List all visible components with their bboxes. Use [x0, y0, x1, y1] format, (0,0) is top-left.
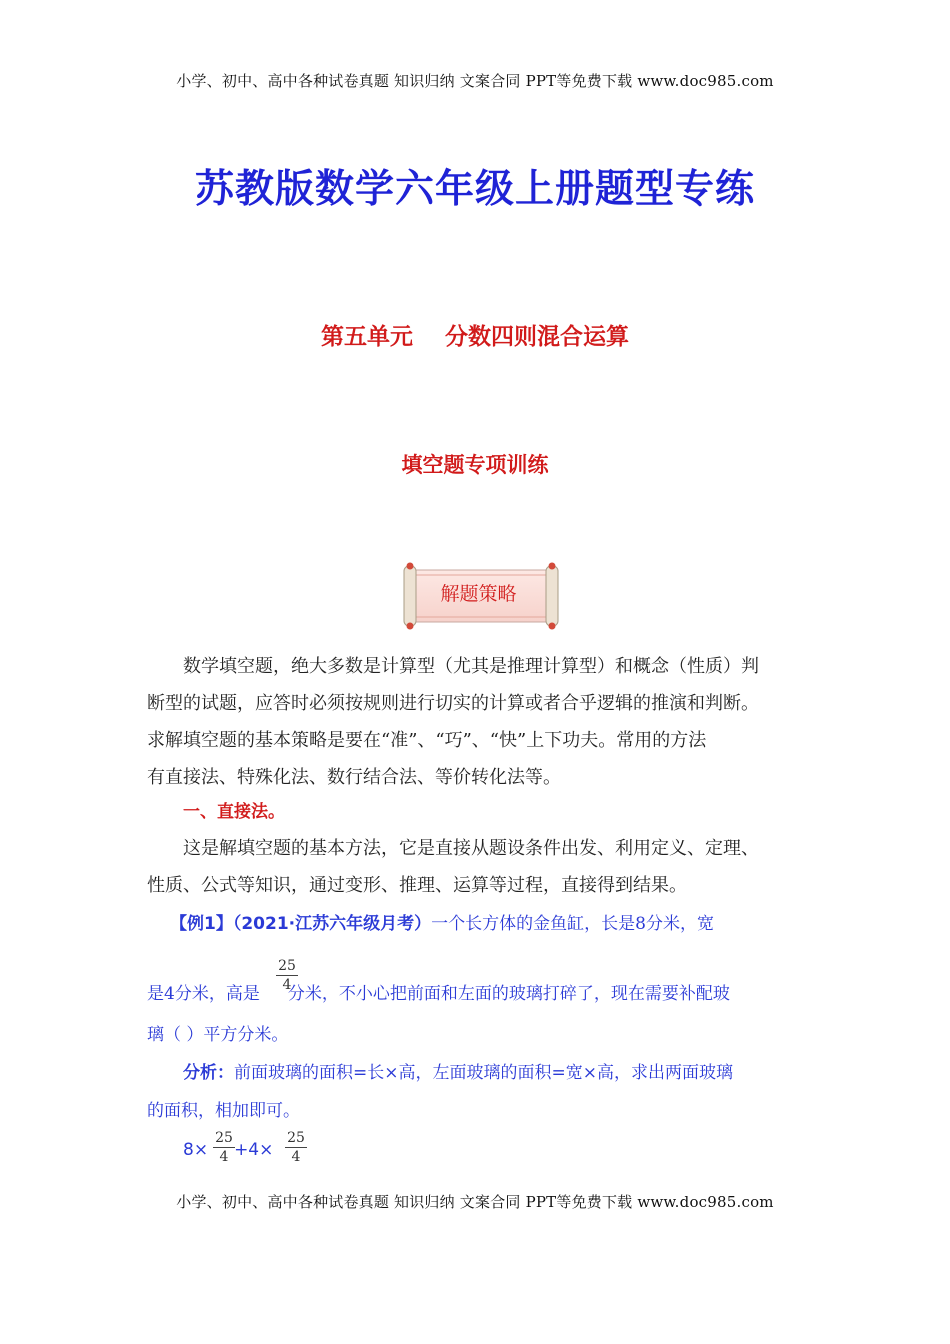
formula-part: 8×: [183, 1140, 209, 1160]
strategy-banner-label: 解题策略: [440, 583, 517, 605]
example-text: 是4分米，高是: [147, 984, 260, 1004]
formula-part: +4×: [234, 1140, 274, 1160]
section-paragraph: [147, 830, 807, 904]
example-text: 一个长方体的金鱼缸，长是8分米，宽: [431, 914, 714, 934]
fraction-denominator: 4: [282, 977, 292, 993]
example-line: [147, 979, 812, 1004]
section-line: 性质、公式等知识，通过变形、推理、运算等过程，直接得到结果。: [147, 875, 687, 896]
document-title: 苏教版数学六年级上册题型专练: [194, 167, 755, 212]
section-line: 这是解填空题的基本方法，它是直接从题设条件出发、利用定义、定理、: [183, 838, 759, 859]
section-subtitle: 填空题专项训练: [401, 453, 549, 477]
fraction-numerator: 25: [278, 958, 296, 974]
example-tag: 【例1】: [170, 914, 233, 934]
page-header: 小学、初中、高中各种试卷真题 知识归纳 文案合同 PPT等免费下载 www.doc985.com: [176, 72, 774, 90]
unit-title: 第五单元 分数四则混合运算: [320, 324, 630, 350]
fraction-denominator: 4: [291, 1149, 301, 1165]
fraction-bar: [285, 1147, 307, 1148]
intro-line: 数学填空题，绝大多数是计算型（尤其是推理计算型）和概念（性质）判: [183, 656, 759, 677]
analysis-line: [183, 1058, 813, 1083]
analysis-label: 分析：: [183, 1063, 234, 1083]
intro-line: 有直接法、特殊化法、数行结合法、等价转化法等。: [147, 767, 561, 788]
example-text: 分米，不小心把前面和左面的玻璃打碎了，现在需要补配玻: [287, 984, 730, 1004]
fraction-numerator: 25: [215, 1130, 233, 1146]
page-footer: 小学、初中、高中各种试卷真题 知识归纳 文案合同 PPT等免费下载 www.doc985.com: [176, 1193, 774, 1211]
section-heading: 一、直接法。: [183, 802, 285, 822]
analysis-line: 的面积，相加即可。: [147, 1101, 300, 1121]
analysis-text: 前面玻璃的面积=长×高，左面玻璃的面积=宽×高，求出两面玻璃: [234, 1063, 733, 1083]
example-line: 璃（ ）平方分米。: [147, 1025, 289, 1045]
example-line: [170, 909, 810, 934]
fraction: [283, 1130, 309, 1165]
fraction-bar: [276, 975, 298, 976]
example-source: （2021·江苏六年级月考）: [232, 914, 432, 934]
fraction: [211, 1130, 237, 1165]
fraction-denominator: 4: [219, 1149, 229, 1165]
fraction-bar: [213, 1147, 235, 1148]
intro-line: 求解填空题的基本策略是要在“准”、“巧”、“快”上下功夫。常用的方法: [147, 730, 707, 751]
fraction-numerator: 25: [287, 1130, 305, 1146]
intro-line: 断型的试题，应答时必须按规则进行切实的计算或者合乎逻辑的推演和判断。: [147, 693, 759, 714]
intro-paragraph: [147, 648, 807, 796]
